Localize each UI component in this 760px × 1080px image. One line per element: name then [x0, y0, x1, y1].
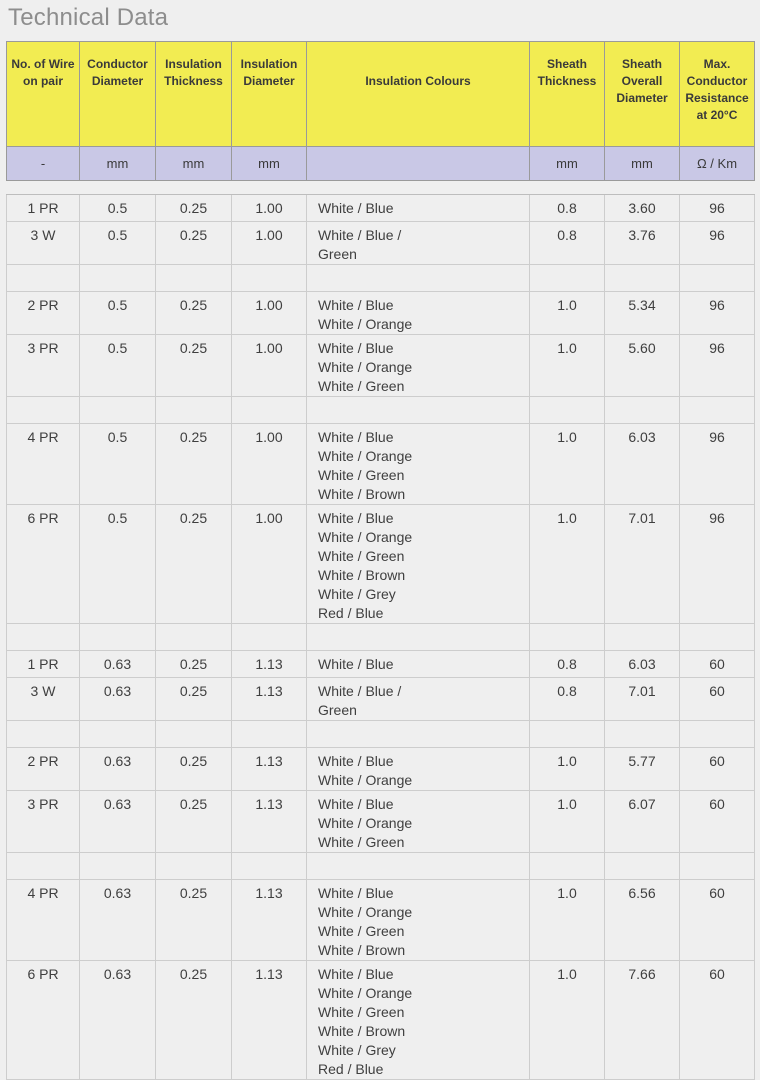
colour-code: White / Blue / Green — [318, 683, 402, 718]
sheath-diameter-cell: 7.01 — [605, 505, 680, 624]
column-header-line: on pair — [22, 74, 63, 88]
colour-line — [318, 377, 529, 396]
sheath-diameter-cell: 5.77 — [605, 748, 680, 791]
insulation-thickness-cell: 0.25 — [156, 791, 232, 853]
insulation-thickness-cell: 0.25 — [156, 748, 232, 791]
colour-line — [318, 795, 529, 833]
resistance-cell: 96 — [680, 335, 755, 397]
insulation-thickness-cell: 0.25 — [156, 961, 232, 1080]
resistance-cell: 96 — [680, 222, 755, 265]
empty-cell — [7, 265, 80, 292]
empty-cell — [307, 397, 530, 424]
empty-cell — [605, 721, 680, 748]
sheath-diameter-cell: 5.34 — [605, 292, 680, 335]
insulation-diameter-cell: 1.13 — [232, 880, 307, 961]
colour-code: White / Orange — [318, 772, 413, 788]
empty-cell — [232, 721, 307, 748]
sheath-diameter-cell: 6.03 — [605, 424, 680, 505]
table-row — [7, 748, 755, 791]
sheath-diameter-cell: 7.01 — [605, 678, 680, 721]
insulation-colours-cell — [307, 505, 530, 624]
insulation-thickness-cell: 0.25 — [156, 651, 232, 678]
table-body — [7, 181, 755, 1080]
colour-code: White / Orange — [318, 529, 413, 545]
spacer-row — [7, 721, 755, 748]
colour-code: White / Blue — [318, 200, 394, 216]
colour-code: White / Blue — [318, 796, 394, 812]
colour-line — [318, 199, 529, 218]
empty-cell — [680, 853, 755, 880]
insulation-thickness-cell: 0.25 — [156, 335, 232, 397]
colour-line — [318, 1041, 529, 1079]
colour-line — [318, 547, 529, 585]
column-header-line: Resistance — [685, 91, 749, 105]
colour-code: White / Orange — [318, 448, 413, 464]
table-row — [7, 880, 755, 961]
colour-code: White / Green — [318, 378, 405, 394]
table-row — [7, 335, 755, 397]
conductor-diameter-cell: 0.5 — [80, 505, 156, 624]
unit-cell: - — [7, 147, 80, 181]
gap-row — [7, 181, 755, 195]
insulation-colours-cell — [307, 424, 530, 505]
empty-cell — [530, 397, 605, 424]
empty-cell — [80, 624, 156, 651]
colour-code: White / Blue — [318, 656, 394, 672]
unit-cell — [307, 147, 530, 181]
resistance-cell: 60 — [680, 880, 755, 961]
empty-cell — [156, 624, 232, 651]
resistance-cell: 60 — [680, 791, 755, 853]
sheath-thickness-cell: 1.0 — [530, 292, 605, 335]
column-header — [232, 42, 307, 147]
empty-cell — [530, 853, 605, 880]
insulation-colours-cell — [307, 651, 530, 678]
empty-cell — [605, 397, 680, 424]
column-header — [680, 42, 755, 147]
colour-code: White / Green — [318, 923, 405, 939]
empty-cell — [530, 721, 605, 748]
colour-code: White / Orange — [318, 815, 413, 831]
spacer-row — [7, 265, 755, 292]
insulation-diameter-cell: 1.00 — [232, 222, 307, 265]
column-header-line: Insulation — [165, 57, 222, 71]
sheath-thickness-cell: 1.0 — [530, 424, 605, 505]
colour-code: White / Green — [318, 834, 405, 850]
colour-line — [318, 922, 529, 960]
insulation-diameter-cell: 1.13 — [232, 791, 307, 853]
spacer-row — [7, 397, 755, 424]
colour-line — [318, 466, 529, 504]
colour-code: White / Blue / Green — [318, 227, 402, 262]
colour-code: White / Blue — [318, 340, 394, 356]
column-header — [605, 42, 680, 147]
colour-code: White / Blue — [318, 885, 394, 901]
insulation-colours-cell — [307, 292, 530, 335]
table-row — [7, 195, 755, 222]
column-header — [307, 42, 530, 147]
column-header-line: Conductor — [87, 57, 148, 71]
empty-cell — [80, 721, 156, 748]
colour-code: White / Orange — [318, 316, 413, 332]
insulation-diameter-cell: 1.13 — [232, 651, 307, 678]
insulation-colours-cell — [307, 791, 530, 853]
insulation-thickness-cell: 0.25 — [156, 222, 232, 265]
sheath-thickness-cell: 0.8 — [530, 195, 605, 222]
conductor-diameter-cell: 0.63 — [80, 651, 156, 678]
column-header-line: Sheath — [621, 57, 662, 71]
sheath-thickness-cell: 1.0 — [530, 505, 605, 624]
insulation-diameter-cell: 1.13 — [232, 678, 307, 721]
resistance-cell: 96 — [680, 505, 755, 624]
unit-cell: mm — [80, 147, 156, 181]
spacer-row — [7, 853, 755, 880]
wire-pair-cell: 6 PR — [7, 505, 80, 624]
table-row — [7, 651, 755, 678]
empty-cell — [530, 265, 605, 292]
colour-line — [318, 1003, 529, 1041]
table-row — [7, 424, 755, 505]
column-header-line: Max. Conductor — [686, 57, 748, 88]
sheath-thickness-cell: 0.8 — [530, 678, 605, 721]
wire-pair-cell: 1 PR — [7, 195, 80, 222]
conductor-diameter-cell: 0.63 — [80, 791, 156, 853]
empty-cell — [307, 265, 530, 292]
empty-cell — [232, 853, 307, 880]
colour-line — [318, 884, 529, 922]
wire-pair-cell: 4 PR — [7, 424, 80, 505]
resistance-cell: 96 — [680, 195, 755, 222]
sheath-thickness-cell: 0.8 — [530, 651, 605, 678]
colour-line — [318, 226, 529, 264]
wire-pair-cell: 2 PR — [7, 292, 80, 335]
column-header-line: Overall — [621, 74, 663, 88]
empty-cell — [7, 397, 80, 424]
colour-code: White / Brown — [318, 1023, 406, 1039]
colour-line — [318, 752, 529, 790]
page-title: Technical Data — [8, 4, 169, 31]
empty-cell — [156, 853, 232, 880]
colour-line — [318, 965, 529, 1003]
wire-pair-cell: 3 W — [7, 222, 80, 265]
resistance-cell: 60 — [680, 651, 755, 678]
empty-cell — [7, 853, 80, 880]
colour-code: Red / Blue — [318, 1061, 384, 1077]
unit-cell: Ω / Km — [680, 147, 755, 181]
insulation-thickness-cell: 0.25 — [156, 678, 232, 721]
insulation-thickness-cell: 0.25 — [156, 505, 232, 624]
empty-cell — [156, 397, 232, 424]
conductor-diameter-cell: 0.63 — [80, 678, 156, 721]
wire-pair-cell: 1 PR — [7, 651, 80, 678]
colour-line — [318, 655, 529, 674]
colour-code: White / Green — [318, 467, 405, 483]
conductor-diameter-cell: 0.5 — [80, 222, 156, 265]
colour-code: White / Green — [318, 548, 405, 564]
conductor-diameter-cell: 0.63 — [80, 961, 156, 1080]
resistance-cell: 96 — [680, 292, 755, 335]
sheath-diameter-cell: 3.60 — [605, 195, 680, 222]
column-header-line: Insulation Colours — [365, 74, 471, 88]
colour-code: White / Blue — [318, 753, 394, 769]
empty-cell — [307, 853, 530, 880]
sheath-thickness-cell: 1.0 — [530, 748, 605, 791]
colour-code: White / Blue — [318, 429, 394, 445]
resistance-cell: 60 — [680, 961, 755, 1080]
insulation-thickness-cell: 0.25 — [156, 195, 232, 222]
colour-line — [318, 296, 529, 334]
wire-pair-cell: 3 W — [7, 678, 80, 721]
insulation-colours-cell — [307, 961, 530, 1080]
column-header-line: Diameter — [91, 74, 144, 88]
colour-code: White / Grey — [318, 586, 396, 602]
colour-code: White / Blue — [318, 966, 394, 982]
insulation-colours-cell — [307, 222, 530, 265]
column-header-line: Diameter — [616, 91, 668, 105]
empty-cell — [232, 265, 307, 292]
empty-cell — [680, 721, 755, 748]
sheath-diameter-cell: 7.66 — [605, 961, 680, 1080]
empty-cell — [156, 265, 232, 292]
unit-cell: mm — [232, 147, 307, 181]
resistance-cell: 60 — [680, 678, 755, 721]
insulation-diameter-cell: 1.00 — [232, 335, 307, 397]
insulation-thickness-cell: 0.25 — [156, 880, 232, 961]
empty-cell — [156, 721, 232, 748]
insulation-thickness-cell: 0.25 — [156, 292, 232, 335]
table-row — [7, 678, 755, 721]
insulation-diameter-cell: 1.00 — [232, 424, 307, 505]
colour-code: White / Brown — [318, 567, 406, 583]
spacer-row — [7, 624, 755, 651]
conductor-diameter-cell: 0.5 — [80, 195, 156, 222]
colour-code: White / Brown — [318, 942, 406, 958]
empty-cell — [80, 397, 156, 424]
empty-cell — [680, 624, 755, 651]
colour-code: White / Blue — [318, 510, 394, 526]
empty-cell — [307, 721, 530, 748]
insulation-diameter-cell: 1.13 — [232, 961, 307, 1080]
conductor-diameter-cell: 0.5 — [80, 424, 156, 505]
empty-cell — [80, 265, 156, 292]
empty-cell — [232, 624, 307, 651]
wire-pair-cell: 3 PR — [7, 335, 80, 397]
sheath-thickness-cell: 1.0 — [530, 335, 605, 397]
technical-data-table — [6, 41, 755, 1080]
table-row — [7, 222, 755, 265]
colour-line — [318, 428, 529, 466]
conductor-diameter-cell: 0.5 — [80, 335, 156, 397]
column-header-line: Thickness — [164, 74, 223, 88]
colour-code: White / Orange — [318, 985, 413, 1001]
column-header — [7, 42, 80, 147]
insulation-diameter-cell: 1.00 — [232, 292, 307, 335]
column-header-line: Thickness — [537, 74, 597, 88]
table-row — [7, 961, 755, 1080]
insulation-colours-cell — [307, 335, 530, 397]
insulation-colours-cell — [307, 678, 530, 721]
column-header-line: No. of Wire — [11, 57, 75, 71]
conductor-diameter-cell: 0.63 — [80, 748, 156, 791]
table-row — [7, 292, 755, 335]
sheath-diameter-cell: 6.03 — [605, 651, 680, 678]
table-row — [7, 791, 755, 853]
wire-pair-cell: 2 PR — [7, 748, 80, 791]
table-row — [7, 505, 755, 624]
insulation-colours-cell — [307, 748, 530, 791]
column-header-line: Insulation — [240, 57, 298, 71]
insulation-thickness-cell: 0.25 — [156, 424, 232, 505]
column-header-line: Diameter — [243, 74, 295, 88]
colour-code: White / Green — [318, 1004, 405, 1020]
insulation-diameter-cell: 1.13 — [232, 748, 307, 791]
unit-cell: mm — [156, 147, 232, 181]
column-header-line: at 20°C — [696, 108, 738, 122]
column-header — [530, 42, 605, 147]
empty-cell — [605, 853, 680, 880]
colour-code: White / Grey — [318, 1042, 396, 1058]
empty-cell — [680, 265, 755, 292]
wire-pair-cell: 4 PR — [7, 880, 80, 961]
sheath-diameter-cell: 6.56 — [605, 880, 680, 961]
colour-code: White / Orange — [318, 904, 413, 920]
empty-cell — [605, 265, 680, 292]
insulation-colours-cell — [307, 880, 530, 961]
header-row — [7, 42, 755, 147]
colour-code: White / Orange — [318, 359, 413, 375]
unit-cell: mm — [530, 147, 605, 181]
insulation-diameter-cell: 1.00 — [232, 195, 307, 222]
resistance-cell: 96 — [680, 424, 755, 505]
units-row — [7, 147, 755, 181]
colour-line — [318, 682, 529, 720]
empty-cell — [7, 624, 80, 651]
sheath-diameter-cell: 6.07 — [605, 791, 680, 853]
empty-cell — [80, 853, 156, 880]
sheath-thickness-cell: 1.0 — [530, 791, 605, 853]
empty-cell — [680, 397, 755, 424]
conductor-diameter-cell: 0.5 — [80, 292, 156, 335]
column-header-line: Sheath — [546, 57, 587, 71]
colour-line — [318, 339, 529, 377]
insulation-colours-cell — [307, 195, 530, 222]
empty-cell — [307, 624, 530, 651]
sheath-thickness-cell: 1.0 — [530, 880, 605, 961]
wire-pair-cell: 6 PR — [7, 961, 80, 1080]
colour-code: White / Brown — [318, 486, 406, 502]
wire-pair-cell: 3 PR — [7, 791, 80, 853]
insulation-diameter-cell: 1.00 — [232, 505, 307, 624]
colour-line — [318, 833, 529, 852]
colour-code: Red / Blue — [318, 605, 384, 621]
colour-code: White / Blue — [318, 297, 394, 313]
empty-cell — [7, 721, 80, 748]
colour-line — [318, 509, 529, 547]
conductor-diameter-cell: 0.63 — [80, 880, 156, 961]
sheath-thickness-cell: 1.0 — [530, 961, 605, 1080]
sheath-diameter-cell: 5.60 — [605, 335, 680, 397]
column-header — [156, 42, 232, 147]
empty-cell — [232, 397, 307, 424]
sheath-diameter-cell: 3.76 — [605, 222, 680, 265]
column-header — [80, 42, 156, 147]
resistance-cell: 60 — [680, 748, 755, 791]
colour-line — [318, 585, 529, 623]
unit-cell: mm — [605, 147, 680, 181]
empty-cell — [530, 624, 605, 651]
empty-cell — [605, 624, 680, 651]
sheath-thickness-cell: 0.8 — [530, 222, 605, 265]
